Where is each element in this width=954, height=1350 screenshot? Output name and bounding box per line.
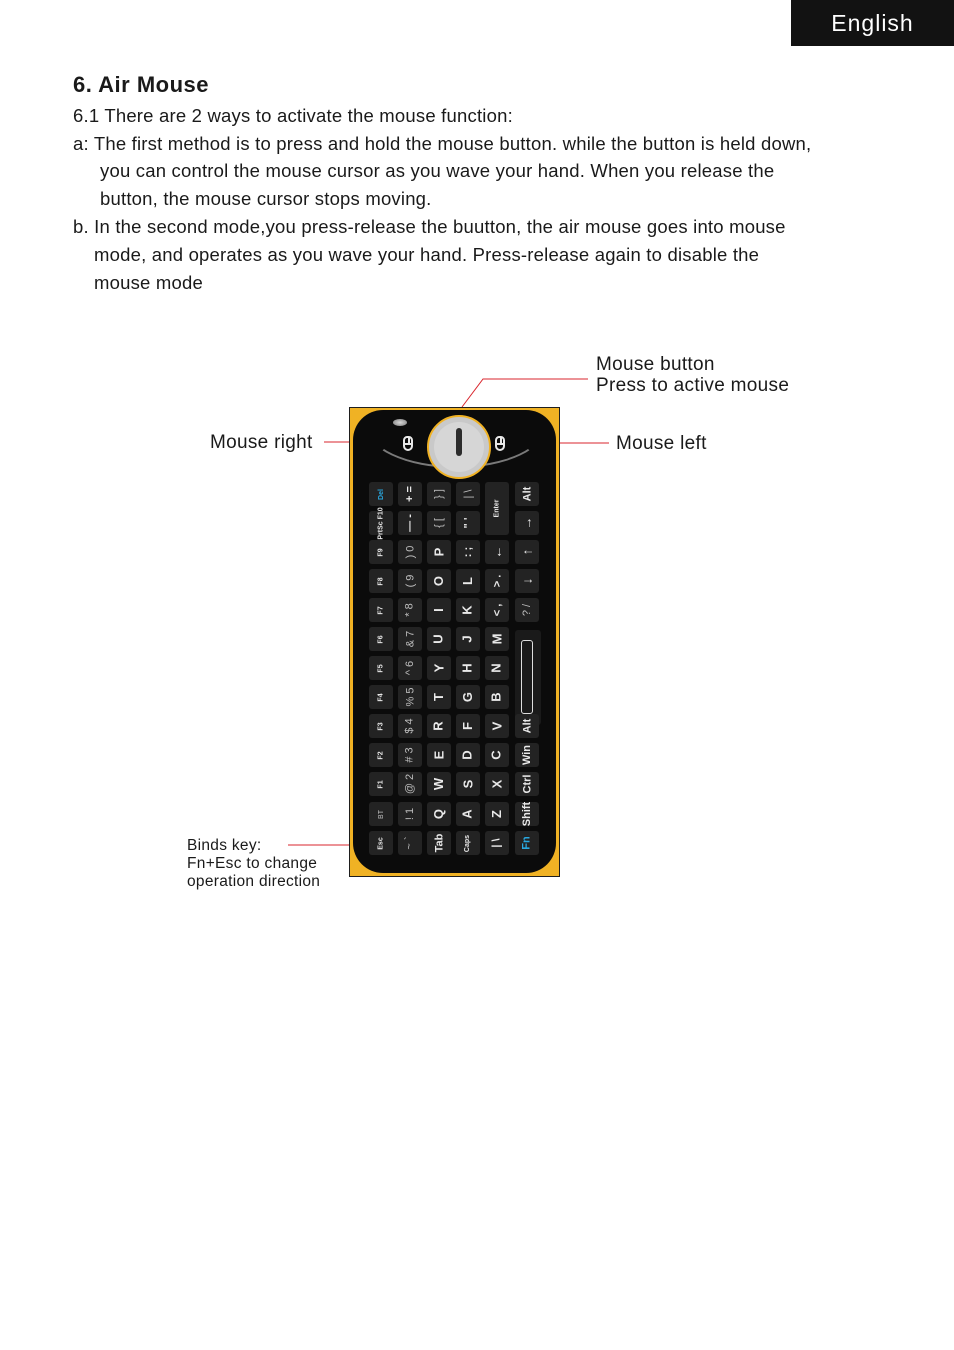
key-c1-r12[interactable]: [398, 831, 422, 855]
key-c2-r9[interactable]: [427, 743, 451, 767]
key-c0-r0[interactable]: [369, 482, 393, 506]
method-a-line-1: a: The first method is to press and hold the mouse button. while the button is held down,: [73, 133, 812, 154]
key-c3-r6[interactable]: [456, 656, 480, 680]
key-label: Y: [430, 663, 446, 673]
key-c0-r7[interactable]: [369, 685, 393, 709]
key-label: K: [459, 605, 475, 615]
key-c5-r0[interactable]: [515, 482, 539, 506]
key-label: & 7: [403, 630, 416, 648]
key-label: ↓: [519, 577, 534, 585]
mouse-button-callout-line-2: Press to active mouse: [596, 375, 790, 396]
key-label: P: [430, 547, 446, 557]
key-c4-r0[interactable]: [485, 482, 509, 535]
key-label: O: [431, 575, 446, 587]
intro-text: 6.1 There are 2 ways to activate the mouse function:: [73, 105, 513, 126]
key-c5-r9[interactable]: [515, 743, 539, 767]
key-c5-r3[interactable]: [515, 569, 539, 593]
key-label: U: [430, 634, 446, 644]
touchpad-surface: [521, 640, 533, 714]
key-c2-r10[interactable]: [427, 772, 451, 796]
key-c2-r4[interactable]: [427, 598, 451, 622]
power-bar-icon: [456, 428, 462, 456]
key-label: Win: [521, 744, 533, 766]
key-label: $ 4: [403, 718, 416, 734]
method-b-line-1: b. In the second mode,you press-release the buutton, the air mouse goes into mouse: [73, 216, 786, 237]
key-label: ^ 6: [404, 660, 416, 676]
key-label: G: [460, 691, 475, 703]
key-label: ←: [489, 545, 504, 559]
key-c0-r12[interactable]: [369, 831, 393, 855]
key-c1-r6[interactable]: [398, 656, 422, 680]
binds-key-line-1: Binds key:: [187, 837, 262, 854]
key-c0-r8[interactable]: [369, 714, 393, 738]
key-label: N: [488, 663, 504, 673]
key-c5-r11[interactable]: [515, 802, 539, 826]
mouse-right-icon[interactable]: [403, 436, 413, 451]
mouse-left-callout: Mouse left: [616, 433, 707, 454]
key-c2-r0[interactable]: [427, 482, 451, 506]
key-c1-r3[interactable]: [398, 569, 422, 593]
key-c0-r2[interactable]: [369, 540, 393, 564]
key-c5-r1[interactable]: [515, 511, 539, 535]
key-c3-r2[interactable]: [456, 540, 480, 564]
key-label: F: [459, 722, 475, 730]
key-c3-r5[interactable]: [456, 627, 480, 651]
key-label: ? /: [520, 603, 533, 617]
method-a-line-3: button, the mouse cursor stops moving.: [100, 188, 432, 209]
key-label: + =: [404, 486, 416, 502]
key-label: F2: [377, 750, 385, 760]
key-label: > .: [490, 574, 503, 588]
key-c4-r2[interactable]: [485, 540, 509, 564]
key-label: | \: [490, 838, 503, 848]
method-a-line-2: you can control the mouse cursor as you wave your hand. When you release the: [100, 160, 775, 181]
key-label: " ': [461, 517, 474, 529]
key-c4-r7[interactable]: [485, 685, 509, 709]
key-label: X: [488, 779, 504, 789]
key-label: @ 2: [404, 773, 416, 795]
key-label: M: [489, 633, 504, 645]
air-mouse-keyboard: [353, 410, 556, 873]
key-c0-r9[interactable]: [369, 743, 393, 767]
key-label: Ctrl: [520, 774, 533, 794]
key-label: BT: [377, 809, 385, 819]
key-c1-r0[interactable]: [398, 482, 422, 506]
key-c1-r11[interactable]: [398, 802, 422, 826]
key-label: % 5: [404, 687, 416, 707]
key-c2-r7[interactable]: [427, 685, 451, 709]
key-label: F7: [377, 605, 385, 615]
key-label: Alt: [520, 486, 533, 502]
key-c1-r8[interactable]: [398, 714, 422, 738]
key-c3-r0[interactable]: [456, 482, 480, 506]
key-c5-r2[interactable]: [515, 540, 539, 564]
key-c0-r1[interactable]: [369, 506, 393, 540]
key-label: PrtSc F10: [377, 506, 385, 540]
key-label: ( 9: [404, 574, 416, 588]
key-c2-r5[interactable]: [427, 627, 451, 651]
key-label: H: [459, 663, 475, 673]
key-c0-r4[interactable]: [369, 598, 393, 622]
key-c3-r1[interactable]: [456, 511, 480, 535]
key-c2-r2[interactable]: [427, 540, 451, 564]
key-c4-r5[interactable]: [485, 627, 509, 651]
key-c2-r12[interactable]: [427, 831, 451, 855]
key-c2-r11[interactable]: [427, 802, 451, 826]
key-c4-r6[interactable]: [485, 656, 509, 680]
key-label: R: [430, 721, 446, 731]
key-c3-r12[interactable]: [456, 831, 480, 855]
mouse-left-icon[interactable]: [495, 436, 505, 451]
binds-key-line-3: operation direction: [187, 873, 321, 890]
key-c5-r12[interactable]: [515, 831, 539, 855]
key-c5-r10[interactable]: [515, 772, 539, 796]
key-c0-r11[interactable]: [369, 802, 393, 826]
key-label: D: [459, 750, 475, 760]
key-label: L: [459, 577, 475, 585]
key-c1-r5[interactable]: [398, 627, 422, 651]
method-b-line-3: mouse mode: [94, 272, 203, 293]
mouse-right-callout: Mouse right: [210, 432, 313, 453]
key-label: : ;: [461, 546, 474, 558]
key-c4-r12[interactable]: [485, 831, 509, 855]
key-c4-r10[interactable]: [485, 772, 509, 796]
key-c3-r7[interactable]: [456, 685, 480, 709]
key-label: T: [430, 693, 446, 701]
key-c0-r10[interactable]: [369, 772, 393, 796]
key-c4-r3[interactable]: [485, 569, 509, 593]
key-label: Q: [431, 808, 446, 820]
key-label: Z: [488, 810, 504, 818]
touchpad[interactable]: [515, 630, 541, 725]
key-label: E: [430, 750, 446, 760]
binds-key-line-2: Fn+Esc to change: [187, 855, 318, 872]
key-label: } ]: [432, 489, 445, 499]
key-label: | \: [461, 489, 474, 499]
key-label: ) 0: [404, 545, 416, 559]
key-label: Esc: [377, 836, 385, 850]
key-label: Del: [377, 488, 385, 500]
mouse-button[interactable]: [427, 415, 491, 479]
key-label: F5: [377, 663, 385, 673]
key-c0-r5[interactable]: [369, 627, 393, 651]
key-c1-r10[interactable]: [398, 772, 422, 796]
key-label: Enter: [493, 499, 501, 518]
language-tab: English: [791, 0, 954, 46]
key-c3-r11[interactable]: [456, 802, 480, 826]
key-c2-r6[interactable]: [427, 656, 451, 680]
key-label: F8: [377, 576, 385, 586]
mouse-button-face: [434, 422, 484, 472]
key-label: Alt: [520, 718, 533, 734]
key-label: F4: [377, 692, 385, 702]
key-label: Shift: [521, 801, 534, 827]
key-label: ↑: [519, 548, 534, 556]
key-c0-r6[interactable]: [369, 656, 393, 680]
key-c2-r1[interactable]: [427, 511, 451, 535]
key-label: * 8: [404, 603, 416, 617]
key-c1-r1[interactable]: [398, 511, 422, 535]
key-c3-r3[interactable]: [456, 569, 480, 593]
key-label: C: [488, 750, 504, 760]
key-label: J: [459, 635, 475, 643]
key-label: — -: [403, 514, 416, 532]
method-b-line-2: mode, and operates as you wave your hand. Press-release again to disable the: [94, 244, 760, 265]
key-c5-r4[interactable]: [515, 598, 539, 622]
key-label: F3: [377, 721, 385, 731]
key-label: I: [431, 608, 446, 612]
key-label: S: [459, 779, 475, 789]
mouse-button-callout-line-1: Mouse button: [596, 354, 715, 375]
key-label: # 3: [403, 747, 416, 763]
key-label: Caps: [464, 834, 472, 852]
key-c2-r3[interactable]: [427, 569, 451, 593]
key-c1-r2[interactable]: [398, 540, 422, 564]
key-c3-r4[interactable]: [456, 598, 480, 622]
key-label: { [: [432, 518, 445, 528]
key-c1-r9[interactable]: [398, 743, 422, 767]
key-label: W: [431, 777, 446, 791]
key-c0-r3[interactable]: [369, 569, 393, 593]
key-label: Tab: [433, 833, 445, 853]
key-c4-r9[interactable]: [485, 743, 509, 767]
key-label: F9: [377, 547, 385, 557]
key-c4-r4[interactable]: [485, 598, 509, 622]
key-c1-r7[interactable]: [398, 685, 422, 709]
key-label: V: [488, 721, 504, 731]
section-title: 6. Air Mouse: [73, 72, 209, 97]
key-c5-r8[interactable]: [515, 714, 539, 738]
key-c1-r4[interactable]: [398, 598, 422, 622]
key-c4-r11[interactable]: [485, 802, 509, 826]
key-label: ! 1: [403, 807, 416, 821]
key-label: B: [488, 692, 504, 702]
key-label: →: [519, 516, 534, 530]
key-c2-r8[interactable]: [427, 714, 451, 738]
key-c3-r9[interactable]: [456, 743, 480, 767]
key-label: ~ `: [404, 836, 416, 850]
key-c4-r8[interactable]: [485, 714, 509, 738]
key-label: F6: [377, 634, 385, 644]
key-label: F1: [377, 779, 385, 789]
key-label: Fn: [520, 836, 533, 850]
key-label: A: [459, 809, 475, 819]
key-label: < ,: [490, 603, 503, 617]
mouse-button-leader: [462, 379, 588, 407]
key-c3-r10[interactable]: [456, 772, 480, 796]
key-c3-r8[interactable]: [456, 714, 480, 738]
